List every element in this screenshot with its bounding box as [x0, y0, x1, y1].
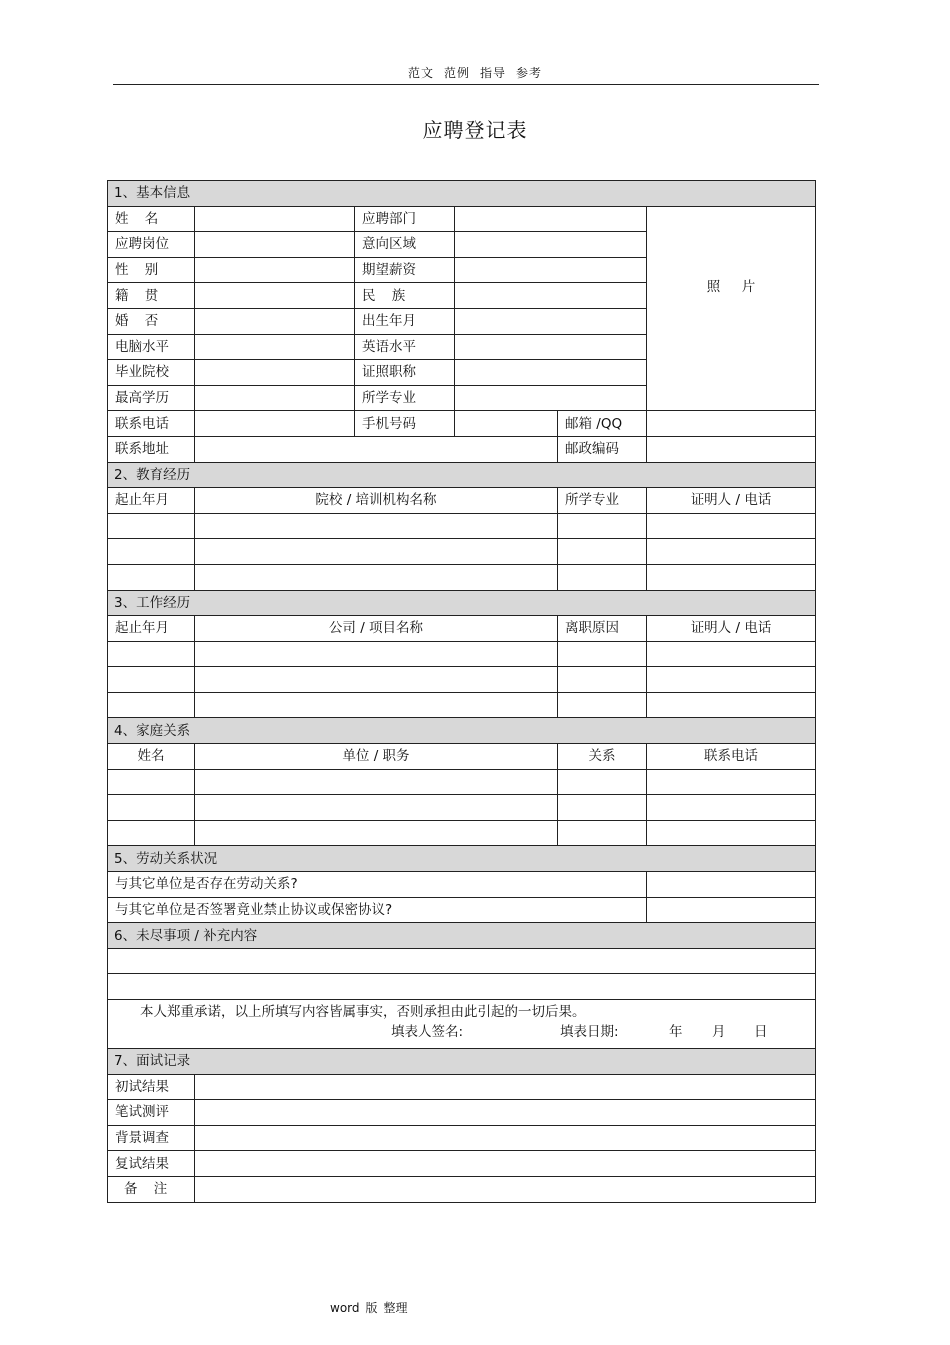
header-item: 范例 [443, 66, 470, 80]
edu-cell[interactable] [558, 513, 647, 539]
date-day: 日 [754, 1024, 768, 1040]
header-item: 指导 [480, 66, 507, 80]
work-cell[interactable] [108, 667, 195, 693]
label-postcode: 邮政编码 [558, 436, 647, 462]
work-cell[interactable] [647, 641, 816, 667]
date-label: 填表日期: [560, 1024, 619, 1040]
work-cell[interactable] [558, 641, 647, 667]
input-address[interactable] [195, 436, 558, 462]
family-cell[interactable] [558, 769, 647, 795]
family-cell[interactable] [108, 795, 195, 821]
work-row [108, 692, 816, 718]
edu-row [108, 564, 816, 590]
input-initial-result[interactable] [195, 1074, 816, 1100]
footer-item: 整理 [383, 1301, 408, 1315]
labor-answer-2[interactable] [647, 897, 816, 923]
work-col-reason: 离职原因 [558, 616, 647, 642]
input-major[interactable] [455, 385, 647, 411]
family-row [108, 795, 816, 821]
input-region[interactable] [455, 232, 647, 258]
form-title: 应聘登记表 [422, 118, 528, 142]
page-header [0, 64, 950, 81]
application-form [107, 180, 816, 1203]
family-cell[interactable] [647, 795, 816, 821]
label-major: 所学专业 [355, 385, 455, 411]
work-col-company: 公司 / 项目名称 [195, 616, 558, 642]
work-col-period: 起止年月 [108, 616, 195, 642]
input-computer[interactable] [195, 334, 355, 360]
edu-row [108, 513, 816, 539]
label-remarks: 备注 [108, 1176, 195, 1202]
family-col-name: 姓名 [108, 744, 195, 770]
pledge-text: 本人郑重承诺，以上所填写内容皆属事实，否则承担由此引起的一切后果。 [140, 1004, 586, 1020]
input-background[interactable] [195, 1125, 816, 1151]
header-item: 范文 [407, 66, 434, 80]
family-row [108, 820, 816, 846]
header-item: 参考 [516, 66, 543, 80]
input-education[interactable] [195, 385, 355, 411]
edu-col-reference: 证明人 / 电话 [647, 488, 816, 514]
page-footer [330, 1299, 414, 1316]
label-marital: 婚否 [108, 308, 195, 334]
date-month: 月 [712, 1024, 726, 1040]
label-salary: 期望薪资 [355, 257, 455, 283]
label-mobile: 手机号码 [355, 411, 455, 437]
input-marital[interactable] [195, 308, 355, 334]
input-name[interactable] [195, 206, 355, 232]
label-native-place: 籍贯 [108, 283, 195, 309]
input-phone[interactable] [195, 411, 355, 437]
label-second-result: 复试结果 [108, 1151, 195, 1177]
work-col-reference: 证明人 / 电话 [647, 616, 816, 642]
label-education: 最高学历 [108, 385, 195, 411]
label-certificate: 证照职称 [355, 360, 455, 386]
footer-item: word [330, 1301, 360, 1315]
label-school: 毕业院校 [108, 360, 195, 386]
label-phone: 联系电话 [108, 411, 195, 437]
label-written-test: 笔试测评 [108, 1100, 195, 1126]
label-ethnicity: 民族 [355, 283, 455, 309]
section-labor: 5、劳动关系状况 [108, 846, 816, 872]
work-cell[interactable] [558, 667, 647, 693]
input-ethnicity[interactable] [455, 283, 647, 309]
signer-label: 填表人签名: [391, 1024, 464, 1040]
input-second-result[interactable] [195, 1151, 816, 1177]
edu-cell[interactable] [558, 564, 647, 590]
edu-row [108, 539, 816, 565]
label-region: 意向区域 [355, 232, 455, 258]
edu-cell[interactable] [195, 564, 558, 590]
family-row [108, 769, 816, 795]
work-row [108, 641, 816, 667]
edu-col-period: 起止年月 [108, 488, 195, 514]
work-cell[interactable] [558, 692, 647, 718]
family-cell[interactable] [558, 795, 647, 821]
input-salary[interactable] [455, 257, 647, 283]
input-department[interactable] [455, 206, 647, 232]
edu-cell[interactable] [195, 539, 558, 565]
family-cell[interactable] [108, 769, 195, 795]
work-cell[interactable] [195, 667, 558, 693]
family-cell[interactable] [108, 820, 195, 846]
family-cell[interactable] [647, 820, 816, 846]
family-cell[interactable] [647, 769, 816, 795]
work-cell[interactable] [108, 641, 195, 667]
edu-cell[interactable] [647, 513, 816, 539]
edu-cell[interactable] [108, 564, 195, 590]
input-certificate[interactable] [455, 360, 647, 386]
section-family: 4、家庭关系 [108, 718, 816, 744]
family-cell[interactable] [558, 820, 647, 846]
input-mobile[interactable] [455, 411, 558, 437]
input-english[interactable] [455, 334, 647, 360]
date-year: 年 [669, 1024, 683, 1040]
label-position: 应聘岗位 [108, 232, 195, 258]
family-col-relation: 关系 [558, 744, 647, 770]
label-email: 邮箱 /QQ [558, 411, 647, 437]
work-cell[interactable] [195, 641, 558, 667]
input-written-test[interactable] [195, 1100, 816, 1126]
input-gender[interactable] [195, 257, 355, 283]
work-cell[interactable] [647, 692, 816, 718]
photo-label: 照片 [706, 278, 777, 295]
input-native-place[interactable] [195, 283, 355, 309]
family-cell[interactable] [195, 820, 558, 846]
label-initial-result: 初试结果 [108, 1074, 195, 1100]
edu-cell[interactable] [108, 539, 195, 565]
family-col-unit: 单位 / 职务 [195, 744, 558, 770]
labor-question-2: 与其它单位是否签署竟业禁止协议或保密协议? [108, 897, 647, 923]
label-address: 联系地址 [108, 436, 195, 462]
edu-col-major: 所学专业 [558, 488, 647, 514]
label-department: 应聘部门 [355, 206, 455, 232]
family-col-phone: 联系电话 [647, 744, 816, 770]
input-school[interactable] [195, 360, 355, 386]
work-cell[interactable] [195, 692, 558, 718]
footer-item: 版 [365, 1301, 378, 1315]
label-background: 背景调查 [108, 1125, 195, 1151]
edu-cell[interactable] [108, 513, 195, 539]
input-birth[interactable] [455, 308, 647, 334]
label-gender: 性别 [108, 257, 195, 283]
edu-col-school: 院校 / 培训机构名称 [195, 488, 558, 514]
edu-cell[interactable] [647, 539, 816, 565]
input-email[interactable] [647, 411, 816, 437]
section-basic-info: 1、基本信息 [108, 181, 816, 207]
section-interview: 7、面试记录 [108, 1049, 816, 1075]
supplement-line[interactable] [108, 948, 816, 974]
section-work: 3、工作经历 [108, 590, 816, 616]
supplement-line[interactable] [108, 974, 816, 1000]
label-english: 英语水平 [355, 334, 455, 360]
edu-cell[interactable] [647, 564, 816, 590]
labor-answer-1[interactable] [647, 872, 816, 898]
edu-cell[interactable] [558, 539, 647, 565]
input-remarks[interactable] [195, 1176, 816, 1202]
work-row [108, 667, 816, 693]
section-supplement: 6、未尽事项 / 补充内容 [108, 923, 816, 949]
work-cell[interactable] [647, 667, 816, 693]
work-cell[interactable] [108, 692, 195, 718]
pledge-block [108, 1000, 816, 1049]
input-postcode[interactable] [647, 436, 816, 462]
label-name: 姓名 [108, 206, 195, 232]
section-education: 2、教育经历 [108, 462, 816, 488]
edu-cell[interactable] [195, 513, 558, 539]
input-position[interactable] [195, 232, 355, 258]
family-cell[interactable] [195, 795, 558, 821]
family-cell[interactable] [195, 769, 558, 795]
label-computer: 电脑水平 [108, 334, 195, 360]
photo-box[interactable] [647, 206, 816, 411]
label-birth: 出生年月 [355, 308, 455, 334]
header-divider [113, 84, 819, 85]
labor-question-1: 与其它单位是否存在劳动关系? [108, 872, 647, 898]
